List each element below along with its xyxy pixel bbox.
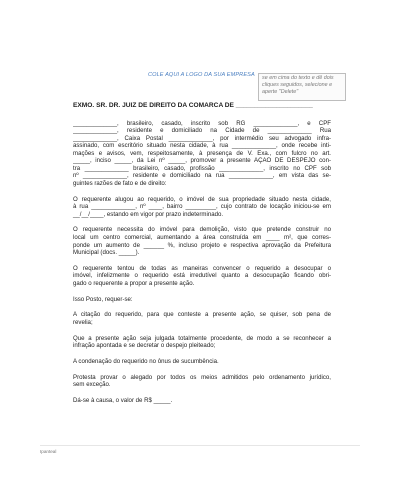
body-paragraph	[73, 374, 331, 389]
paragraph-line: O requerente necessita do imóvel para demolição, visto que pretende construir no	[73, 226, 331, 234]
body-paragraph	[73, 358, 331, 366]
comment-line: aperte "Delete"	[262, 89, 299, 95]
paragraph-line: Municipal (docs. _____).	[73, 249, 140, 257]
paragraph-line: __/__/____, estando em vigor por prazo indeterminado.	[73, 210, 224, 218]
body-paragraph	[73, 397, 331, 405]
comment-balloon[interactable]	[258, 73, 346, 101]
paragraph-line: O requerente alugou ao requerido, o imóvel de sua propriedade situado nesta cidade,	[73, 195, 331, 203]
paragraph-line: _____________, Caixa Postal _____________, por intermédio seu advogado infra-	[73, 134, 331, 142]
paragraph-line: Protesta provar o alegado por todos os meios admitidos pelo ordenamento jurídico,	[73, 373, 331, 381]
paragraph-line: nº _____________, residente e domiciliado na rua _____________, em vista das se-	[73, 172, 331, 180]
court-address-heading: EXMO. SR. DR. JUIZ DE DIREITO DA COMARCA DE _____________________	[73, 102, 313, 109]
body-paragraph	[73, 311, 331, 326]
comment-line: cliques seguidos, selecione e	[262, 82, 333, 88]
paragraph-line: sem exceção.	[73, 381, 111, 389]
body-paragraph	[73, 120, 331, 188]
paragraph-line: assinado, com escritório situado nesta cidade, à rua _____________, onde recebe inti-	[73, 142, 331, 150]
paragraph-line: Dá-se à causa, o valor de R$ _____.	[73, 397, 173, 404]
paragraph-line: A condenação do requerido no ônus de sucumbência.	[73, 357, 219, 365]
body-paragraph	[73, 265, 331, 288]
paragraph-line: local um centro comercial, aumentando a área construída em ____ m², que corres-	[73, 234, 331, 242]
petition-body	[73, 102, 331, 413]
paragraph-line: O requerente tentou de todas as maneiras convencer o requerido a desocupar o	[73, 264, 331, 272]
paragraph-line: A citação do requerido, para que conteste a presente ação, se quiser, sob pena de	[73, 311, 331, 319]
paragraph-line: Que a presente ação seja julgada totalmente procedente, de modo a se reconhecer a	[73, 334, 331, 342]
body-paragraph	[73, 196, 331, 219]
paragraph-list	[73, 120, 331, 405]
paragraph-line: gado o requerente a propor a presente ação.	[73, 279, 195, 287]
paragraph-line: _____________, residente e domiciliado na Cidade de _____________ Rua	[73, 127, 331, 135]
footer-label: Ipanteal	[40, 449, 57, 454]
logo-placeholder[interactable]: COLE AQUI A LOGO DA SUA EMPRESA	[148, 72, 255, 78]
footer-divider	[40, 445, 360, 446]
comment-line: se em cima do texto e dê dois	[262, 75, 334, 81]
paragraph-line: mações e avisos, vem, respeitosamente, à presença de V. Exa., com fulcro no art.	[73, 149, 331, 157]
paragraph-line: tra _____________ brasileiro, casado, profissão _____________, inscrito no CPF sob	[73, 164, 331, 172]
paragraph-line: ponde um aumento de ______ %, incluso projeto e respectiva aprovação da Prefeitura	[73, 241, 331, 249]
body-paragraph	[73, 335, 331, 350]
paragraph-line: imóvel, infelizmente o requerido está irredutível quanto a desocupação ficando obri-	[73, 272, 331, 280]
paragraph-line: Isso Posto, requer-se:	[73, 295, 133, 303]
paragraph-line: infração apontada e se decretar o despejo pleiteado;	[73, 342, 216, 350]
body-paragraph	[73, 226, 331, 256]
paragraph-line: _____________, brasileiro, casado, inscrito sob RG _____________, e CPF	[73, 119, 331, 127]
paragraph-line: guintes razões de fato e de direito:	[73, 179, 167, 187]
paragraph-line: revelia;	[73, 318, 93, 326]
paragraph-line: _____, inciso _____, da Lei nº _____, promover a presente AÇÃO DE DESPEJO con-	[73, 157, 331, 165]
paragraph-line: à rua _____________, nº ____, bairro _________, cujo contrato de locação iniciou-se em	[73, 203, 331, 211]
body-paragraph	[73, 296, 331, 304]
